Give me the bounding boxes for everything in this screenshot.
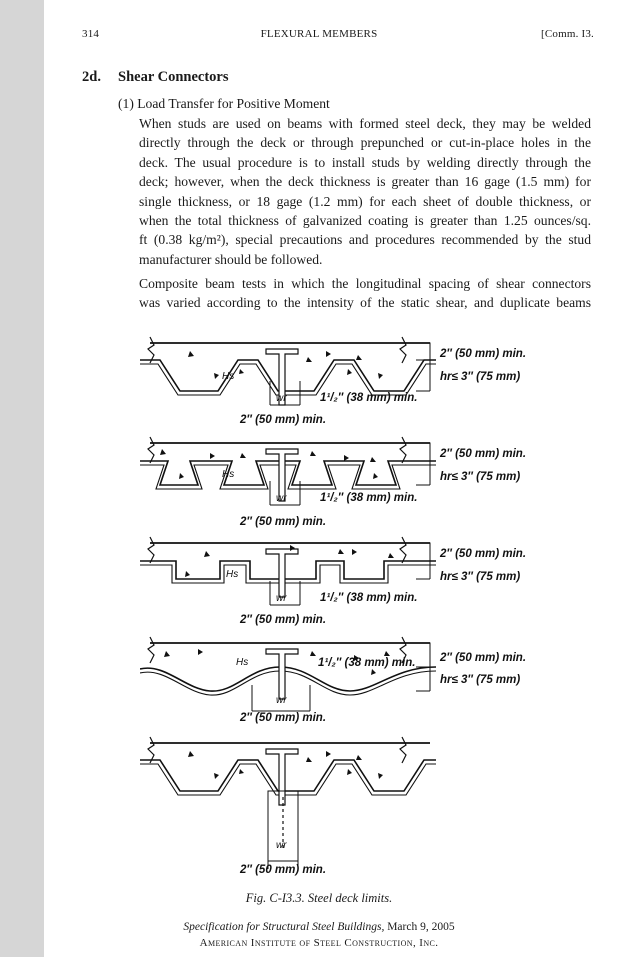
cover-min-label: 2″ (50 mm) min. [440, 448, 527, 460]
cover-min-label: 2″ (50 mm) min. [440, 348, 527, 360]
steel-deck-limits-figure [140, 333, 540, 878]
page-gutter [0, 0, 44, 957]
paragraph-composite-tests [139, 274, 591, 313]
deck-diagram-reentrant [140, 437, 526, 528]
rib-width-label: wr [276, 493, 287, 504]
rib-width-label: wr [276, 393, 287, 404]
stud-projection-label: 1¹/₂″ (38 mm) min. [320, 392, 418, 404]
footer-date: March 9, 2005 [387, 921, 455, 933]
rib-width-label: wr [276, 593, 287, 604]
stud-height-label: Hs [222, 371, 235, 382]
text-line: ft (0.38 kg/m²), special precautions and procedures recommended by the stud [139, 232, 591, 248]
subsection-heading: (1) Load Transfer for Positive Moment [118, 96, 330, 111]
text-line: deck; however, when the deck thickness is greater than 16 gage (1.5 mm) for [139, 174, 591, 190]
rib-width-label: wr [276, 695, 287, 706]
rib-height-label: hr≤ 3″ (75 mm) [440, 371, 521, 383]
text-line: manufacturer should be followed. [139, 251, 323, 267]
section-reference: [Comm. I3. [540, 28, 594, 40]
rib-width-min-label: 2″ (50 mm) min. [240, 414, 327, 426]
text-line: Composite beam tests in which the longitudinal spacing of shear connectors [139, 276, 591, 291]
section-number: 2d. [82, 69, 101, 85]
stud-height-label: Hs [236, 657, 249, 668]
rib-height-label: hr≤ 3″ (75 mm) [440, 571, 521, 583]
footer-publisher: American Institute of Steel Construction, Inc. [199, 937, 439, 949]
rib-width-min-label: 2″ (50 mm) min. [240, 864, 327, 876]
rib-height-label: hr≤ 3″ (75 mm) [440, 674, 521, 686]
deck-diagram-square-rib [140, 537, 526, 626]
stud-projection-label: 1¹/₂″ (38 mm) min. [320, 592, 418, 604]
rib-width-min-label: 2″ (50 mm) min. [240, 614, 327, 626]
rib-width-min-label: 2″ (50 mm) min. [240, 516, 327, 528]
footer-spec-line [0, 921, 638, 933]
running-title: FLEXURAL MEMBERS [260, 28, 378, 40]
stud-height-label: Hs [222, 469, 235, 480]
paragraph-stud-welding [139, 114, 591, 269]
deck-diagram-stud-in-rib [140, 737, 436, 876]
page-number: 314 [82, 28, 100, 40]
footer-spec-title: Specification for Structural Steel Buildings, [183, 921, 385, 933]
text-line: when the total thickness of galvanized coating is greater than 1.25 ounces/sq. [139, 213, 591, 229]
cover-min-label: 2″ (50 mm) min. [440, 548, 527, 560]
deck-diagram-trapezoidal [140, 337, 526, 426]
stud-height-label: Hs [226, 569, 239, 580]
cover-min-label: 2″ (50 mm) min. [440, 652, 527, 664]
text-line: When studs are used on beams with formed steel deck, they may be welded [139, 116, 591, 131]
text-line: directly through the deck or through prepunched or cut-in-place holes in the [139, 135, 591, 151]
stud-projection-label: 1¹/₂″ (38 mm) min. [320, 492, 418, 504]
section-title: Shear Connectors [118, 69, 229, 85]
rib-width-min-label: 2″ (50 mm) min. [240, 712, 327, 724]
text-line: deck. The usual procedure is to install studs by welding directly through the [139, 154, 591, 170]
rib-width-label: wr [276, 840, 287, 851]
stud-projection-label: 1¹/₂″ (38 mm) min. [318, 657, 416, 669]
deck-diagram-corrugated [140, 637, 526, 724]
figure-caption: Fig. C-I3.3. Steel deck limits. [245, 891, 393, 905]
text-line: single thickness, or 18 gage (1.2 mm) for each sheet of double thickness, or [139, 193, 591, 209]
rib-height-label: hr≤ 3″ (75 mm) [440, 471, 521, 483]
text-line: was varied according to the intensity of the static shear, and duplicate beams [139, 295, 591, 311]
